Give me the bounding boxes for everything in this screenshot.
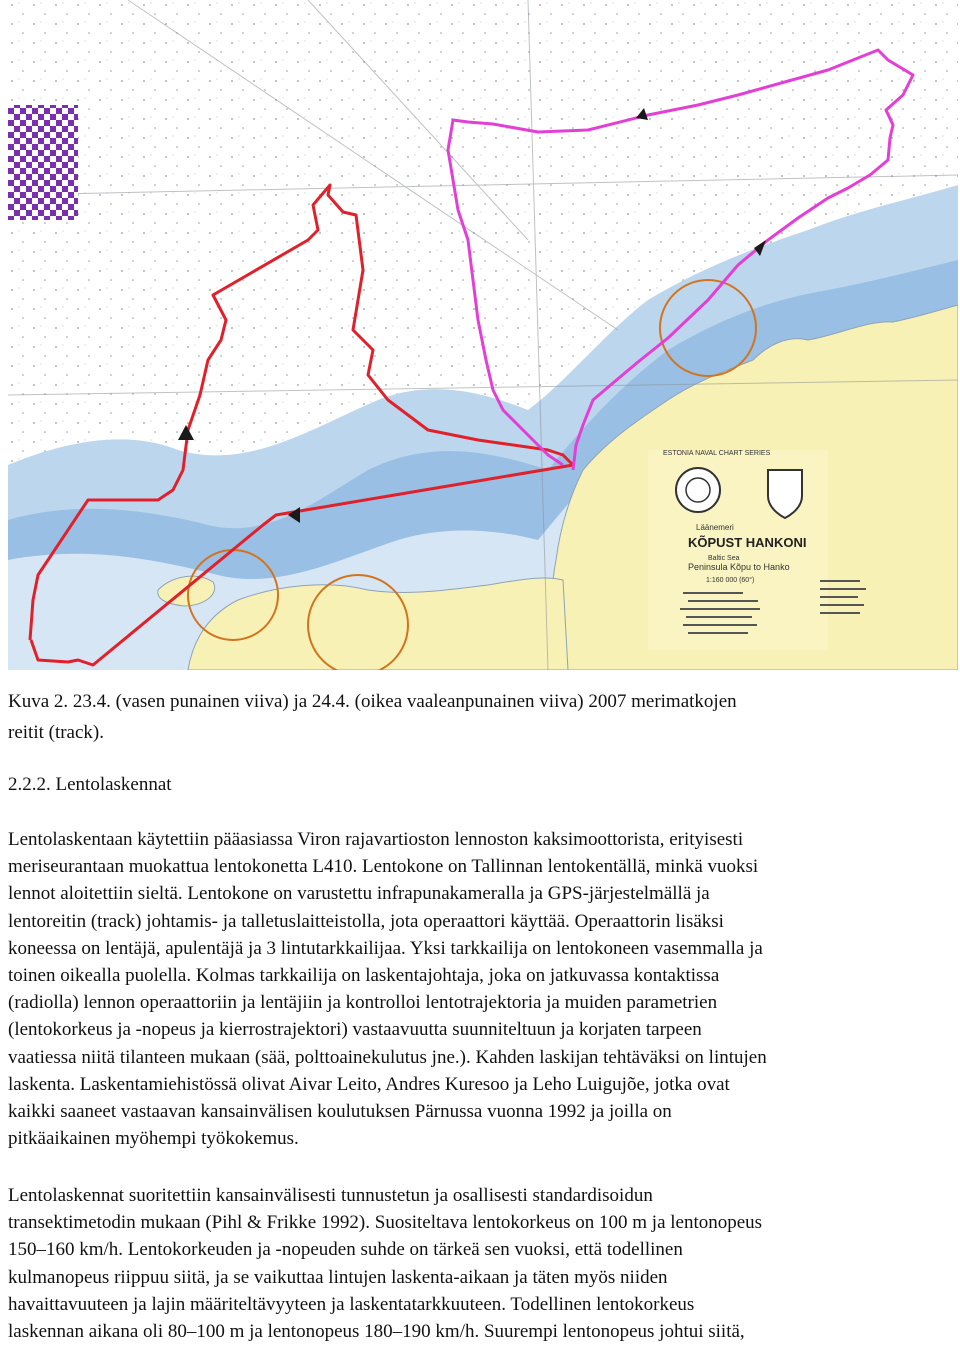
paragraph-line: lentoreitin (track) johtamis- ja talletuslaitteistolla, jota operaattori käyttää. Operaattorin lisäksi bbox=[8, 910, 724, 932]
chart-subtitle-label-2: Peninsula Kõpu to Hanko bbox=[688, 562, 790, 572]
paragraph-line: laskenta. Laskentamiehistössä olivat Aivar Leito, Andres Kuresoo ja Leho Luigujõe, jotka ovat bbox=[8, 1073, 730, 1095]
chart-series-label: ESTONIA NAVAL CHART SERIES bbox=[663, 450, 771, 457]
seal-emblem bbox=[676, 468, 720, 512]
paragraph-line: pitkäaikainen myöhempi työkokemus. bbox=[8, 1128, 299, 1150]
paragraph-line: Lentolaskentaan käytettiin pääasiassa Viron rajavartioston lennoston kaksimoottorista, erityisesti bbox=[8, 829, 744, 850]
chart-title-label: KÕPUST HANKONI bbox=[688, 535, 807, 550]
paragraph-line: laskennan aikana oli 80–100 m ja lentonopeus 180–190 km/h. Suurempi lentonopeus johtui siitä, bbox=[8, 1320, 745, 1342]
paragraph-line: 150–160 km/h. Lentokorkeuden ja -nopeuden suhde on tärkeä sen vuoksi, että todellinen bbox=[8, 1239, 683, 1261]
nautical-chart-figure bbox=[8, 0, 958, 670]
paragraph-2 bbox=[8, 1182, 952, 1345]
checkered-block bbox=[8, 105, 78, 220]
chart-subtitle-label-1: Baltic Sea bbox=[708, 555, 740, 562]
chart-scale-label: 1:160 000 (60°) bbox=[706, 577, 755, 584]
paragraph-line: (lentokorkeus ja -nopeus ja kierrostrajektori) vastaavuutta suunniteltuun ja korjaten tarpeen bbox=[8, 1019, 702, 1041]
paragraph-1 bbox=[8, 826, 952, 1152]
paragraph-line: havaittavuuteen ja lajin määriteltävyyteen ja laskentatarkkuuteen. Todellinen lentokorkeus bbox=[8, 1293, 695, 1315]
paragraph-line: toinen oikealla puolella. Kolmas tarkkailija on laskentajohtaja, joka on jatkuvassa kontaktissa bbox=[8, 964, 720, 986]
figure-caption-line-1: Kuva 2. 23.4. (vasen punainen viiva) ja 24.4. (oikea vaaleanpunainen viiva) 2007 merimatkojen bbox=[8, 691, 737, 712]
paragraph-line: vaatiessa niitä tilanteen mukaan (sää, polttoainekulutus jne.). Kahden laskijan tehtäväksi on lintujen bbox=[8, 1046, 767, 1068]
paragraph-line: transektimetodin mukaan (Pihl & Frikke 1992). Suositeltava lentokorkeus on 100 m ja lentonopeus bbox=[8, 1212, 763, 1234]
paragraph-line: kulmanopeus riippuu siitä, ja se vaikuttaa lintujen laskenta-aikaan ja täten myös niiden bbox=[8, 1266, 668, 1288]
paragraph-line: (radiolla) lennon operaattoriin ja lentäjiin ja kontrolloi lentotrajektoria ja muiden parametrien bbox=[8, 992, 718, 1014]
paragraph-line: koneessa on lentäjä, apulentäjä ja 3 lintutarkkailijaa. Yksi tarkkailija on lentokoneen vasemmalla ja bbox=[8, 937, 763, 959]
section-heading: 2.2.2. Lentolaskennat bbox=[8, 774, 172, 795]
paragraph-line: Lentolaskennat suoritettiin kansainvälisesti tunnustetun ja osallisesti standardisoidun bbox=[8, 1185, 653, 1206]
paragraph-line: lennot aloitettiin sieltä. Lentokone on varustettu infrapunakameralla ja GPS-järjestelmällä ja bbox=[8, 883, 710, 905]
paragraph-line: kaikki saaneet vastaavan kansainvälisen koulutuksen Pärnussa vuonna 1992 ja joilla on bbox=[8, 1100, 672, 1122]
paragraph-line: meriseurantaan muokattua lentokonetta L410. Lentokone on Tallinnan lentokentällä, minkä vuoksi bbox=[8, 856, 759, 878]
chart-publisher-label: Läänemeri bbox=[696, 523, 734, 532]
figure-caption-line-2: reitit (track). bbox=[8, 722, 105, 743]
